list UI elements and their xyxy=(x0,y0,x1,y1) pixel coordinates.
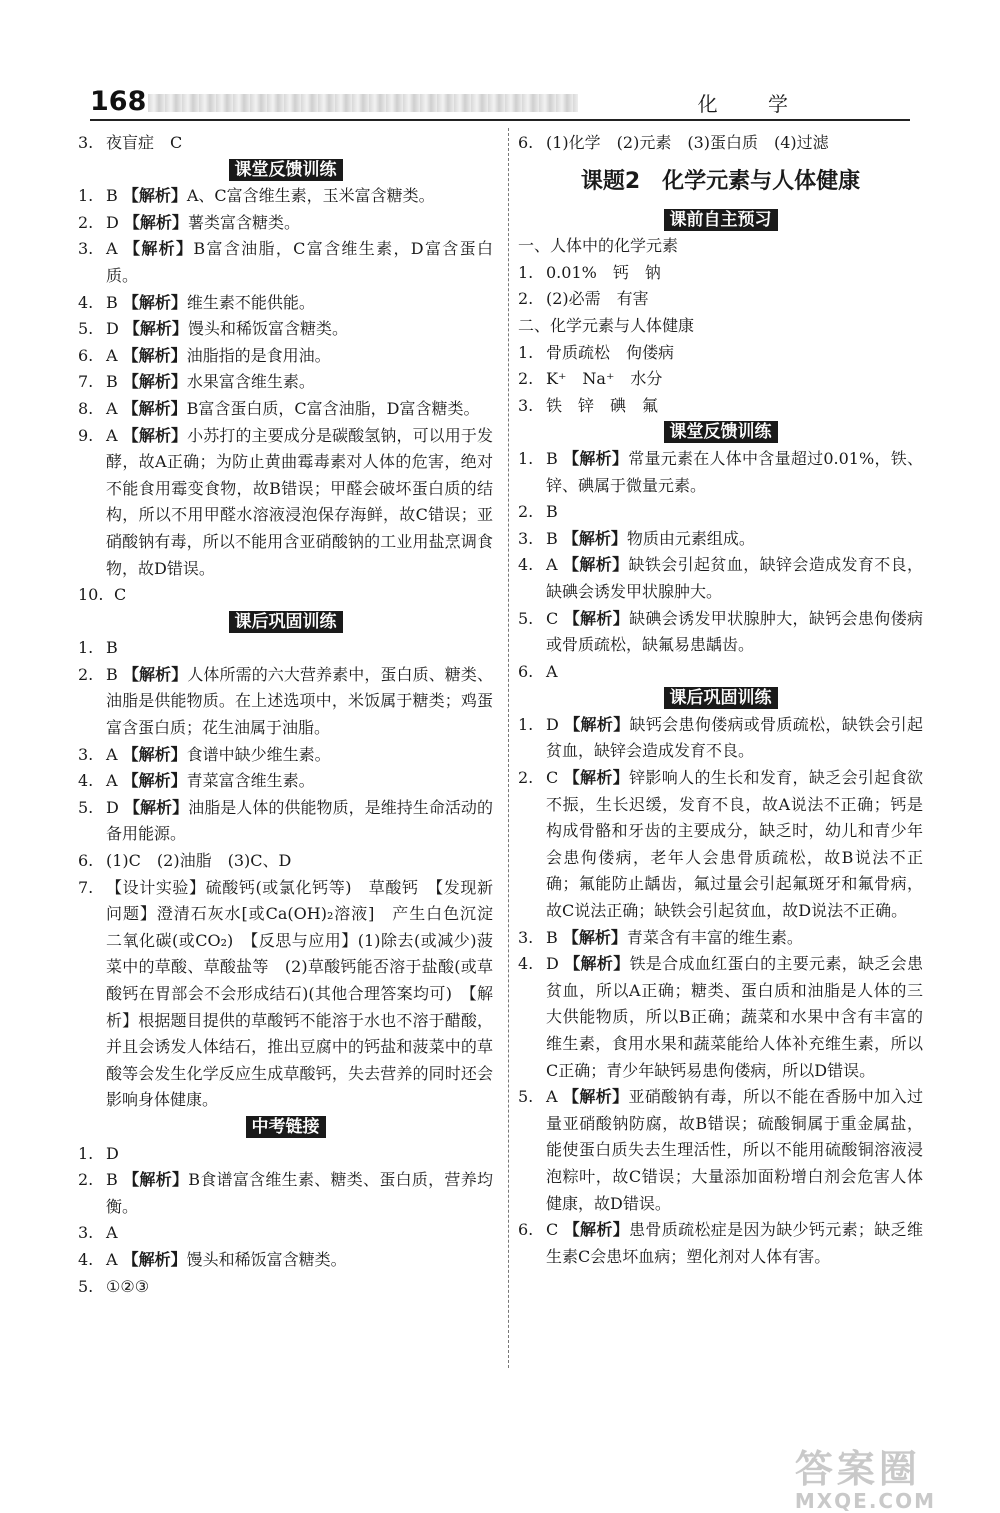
item-answer: A xyxy=(106,345,118,365)
answer-item xyxy=(518,925,923,952)
item-answer: B xyxy=(106,1170,118,1190)
item-text: 常量元素在人体中含量超过0.01%，铁、锌、碘属于微量元素。 xyxy=(546,448,923,495)
analysis-tag: 【解析】 xyxy=(563,555,629,575)
item-text: 铁是合成血红蛋白的主要元素，缺乏会患贫血，所以A正确；糖类、蛋白质和油脂是人体的三大供能物质，所以B正确；蔬菜和水果中含有丰富的维生素，食用水果和蔬菜能给人体补充维生素，所以C正确；青少年缺钙易患佝偻病，所以D错误。 xyxy=(546,954,923,1080)
item-text: B xyxy=(546,502,558,522)
answer-item xyxy=(78,396,493,423)
item-text: 馒头和稀饭富含糖类。 xyxy=(187,319,348,339)
answer-item xyxy=(518,393,923,420)
item-body xyxy=(546,499,923,526)
item-body xyxy=(546,340,923,367)
item-number: 3. xyxy=(78,133,94,152)
answer-item xyxy=(78,742,493,769)
item-answer: A xyxy=(106,239,118,259)
answer-item xyxy=(78,875,510,1114)
item-text: 铁 锌 碘 氟 xyxy=(546,395,659,415)
answer-item xyxy=(78,1167,493,1220)
item-text: (2)必需 有害 xyxy=(546,289,649,309)
item-text: A xyxy=(106,1223,118,1243)
item-number: 6. xyxy=(78,851,94,871)
item-body xyxy=(106,875,510,1114)
lesson-title: 课题2 化学元素与人体健康 xyxy=(580,168,861,194)
item-number: 4. xyxy=(78,1249,94,1269)
item-text: 锌影响人的生长和发育，缺乏会引起食欲不振，生长迟缓，发育不良，故A说法不正确；钙是构成骨骼和牙齿的主要成分，缺乏时，幼儿和青少年会患佝偻病，老年人会患骨质疏松，故B说法不正确；氟能防止龋齿，氟过量会引起氟斑牙和氟骨病，故C说法正确；缺铁会引起贫血，故D说法不正确。 xyxy=(546,768,923,921)
answer-item xyxy=(518,951,923,1084)
analysis-tag: 【解析】 xyxy=(122,744,187,764)
answer-item xyxy=(518,552,923,605)
item-body xyxy=(546,286,923,313)
analysis-tag: 【解析】 xyxy=(563,1087,629,1107)
right-column xyxy=(518,130,923,1270)
answer-item xyxy=(518,659,923,686)
item-body xyxy=(546,1084,923,1217)
analysis-tag: 【解析】 xyxy=(124,239,194,259)
item-number: 1. xyxy=(518,448,534,468)
item-body xyxy=(546,366,923,393)
item-body xyxy=(106,236,493,289)
page-header xyxy=(90,86,910,120)
item-number: 4. xyxy=(518,555,534,575)
item-text: 食谱中缺少维生素。 xyxy=(186,744,331,764)
answer-item xyxy=(518,712,923,765)
item-answer: B xyxy=(546,528,558,548)
item-number: 6. xyxy=(518,133,534,152)
item-text: (1)化学 (2)元素 (3)蛋白质 (4)过滤 xyxy=(546,133,829,152)
analysis-tag: 【解析】 xyxy=(564,714,630,734)
item-answer: B xyxy=(106,186,118,206)
item-number: 4. xyxy=(518,954,534,974)
item-number: 7. xyxy=(78,877,94,897)
item-body xyxy=(546,765,923,925)
item-number: 6. xyxy=(518,1220,534,1240)
item-number: 4. xyxy=(78,292,94,312)
item-text: 物质由元素组成。 xyxy=(626,528,755,548)
section-heading xyxy=(518,207,923,234)
item-body xyxy=(546,526,923,553)
item-text: 油脂是人体的供能物质，是维持生命活动的备用能源。 xyxy=(106,797,493,844)
item-answer: A xyxy=(106,1249,118,1269)
section-heading xyxy=(78,609,493,636)
item-text: B食谱富含维生素、糖类、蛋白质，营养均衡。 xyxy=(106,1170,493,1216)
analysis-tag: 【解析】 xyxy=(562,528,627,548)
item-number: 1. xyxy=(78,638,94,658)
item-body xyxy=(546,659,923,686)
item-text: 人体所需的六大营养素中，蛋白质、糖类、油脂是供能物质。在上述选项中，米饭属于糖类；鸡蛋富含蛋白质；花生油属于油脂。 xyxy=(106,664,493,738)
item-number: 3. xyxy=(518,528,534,548)
page-number: 168 xyxy=(90,86,147,117)
item-answer: B xyxy=(546,448,558,468)
section-heading-label: 课后巩固训练 xyxy=(229,611,343,633)
answer-item xyxy=(78,795,493,848)
header-decoration xyxy=(148,94,578,112)
item-answer: A xyxy=(106,744,118,764)
answer-item xyxy=(518,1084,923,1217)
item-body xyxy=(106,1141,493,1168)
section-heading-label: 课前自主预习 xyxy=(664,209,778,231)
left-column xyxy=(78,130,510,1300)
item-number: 2. xyxy=(78,212,94,232)
item-body xyxy=(106,795,493,848)
item-text: C xyxy=(114,585,127,605)
item-body xyxy=(546,260,923,287)
item-body xyxy=(546,606,923,659)
answer-item xyxy=(518,499,923,526)
item-body xyxy=(546,446,923,499)
item-text: D xyxy=(106,1143,119,1163)
answer-item xyxy=(78,635,493,662)
item-text: K⁺ Na⁺ 水分 xyxy=(546,369,663,389)
item-text: 薯类富含糖类。 xyxy=(187,212,300,232)
answer-item xyxy=(78,290,493,317)
item-text: (1)C (2)油脂 (3)C、D xyxy=(106,851,292,871)
section-heading xyxy=(78,1114,493,1141)
answer-item xyxy=(78,423,493,583)
item-number: 3. xyxy=(518,395,534,415)
answer-item xyxy=(78,1220,493,1247)
item-body xyxy=(546,552,923,605)
answer-item xyxy=(518,1217,923,1270)
analysis-tag: 【解析】 xyxy=(563,768,630,788)
item-text: 患骨质疏松症是因为缺少钙元素；缺乏维生素C会患坏血病；塑化剂对人体有害。 xyxy=(546,1220,923,1266)
section-heading xyxy=(78,157,493,184)
item-text: 夜盲症 C xyxy=(106,133,183,152)
item-body xyxy=(106,1247,493,1274)
answer-item xyxy=(78,848,493,875)
answer-item xyxy=(518,526,923,553)
item-answer: B xyxy=(546,927,558,947)
item-body xyxy=(546,1217,923,1270)
answer-item xyxy=(78,1141,493,1168)
analysis-tag: 【解析】 xyxy=(123,212,188,232)
item-number: 5. xyxy=(78,1276,94,1296)
analysis-tag: 【解析】 xyxy=(122,425,188,445)
item-number: 10. xyxy=(78,585,104,605)
item-text: 亚硝酸钠有毒，所以不能在香肠中加入过量亚硝酸钠防腐，故B错误；硫酸铜属于重金属盐，能使蛋白质失去生理活性，所以不能用硫酸铜溶液浸泡粽叶，故C错误；大量添加面粉增白剂会危害人体健康，故D错误。 xyxy=(546,1087,923,1213)
item-answer: A xyxy=(106,398,118,418)
item-answer: B xyxy=(106,372,118,392)
item-body xyxy=(106,316,493,343)
analysis-tag: 【解析】 xyxy=(563,608,630,628)
item-number: 8. xyxy=(78,398,94,418)
answer-item xyxy=(518,765,923,925)
analysis-tag: 【解析】 xyxy=(562,927,627,947)
section-heading-label: 课堂反馈训练 xyxy=(229,159,343,181)
item-text: B富含蛋白质，C富含油脂，D富含糖类。 xyxy=(186,398,480,418)
item-text: 小苏打的主要成分是碳酸氢钠，可以用于发酵，故A正确；为防止黄曲霉毒素对人体的危害，绝对不能食用霉变食物，故B错误；甲醛会破坏蛋白质的结构，所以不用甲醛水溶液浸泡保存海鲜，故C错误；亚硝酸钠有毒，所以不能用含亚硝酸钠的工业用盐烹调食物，故D错误。 xyxy=(106,425,493,578)
header-rule xyxy=(90,119,910,121)
item-body xyxy=(106,130,493,157)
analysis-tag: 【解析】 xyxy=(563,448,629,468)
answer-item xyxy=(518,340,923,367)
item-text: 缺钙会患佝偻病或骨质疏松，缺铁会引起贫血，缺锌会造成发育不良。 xyxy=(546,714,923,761)
item-text: 油脂指的是食用油。 xyxy=(186,345,331,365)
item-text: 缺铁会引起贫血，缺锌会造成发育不良，缺碘会诱发甲状腺肿大。 xyxy=(546,555,923,601)
analysis-tag: 【解析】 xyxy=(122,372,187,392)
section-subtitle: 二、化学元素与人体健康 xyxy=(518,315,695,335)
item-answer: D xyxy=(106,797,119,817)
item-number: 1. xyxy=(78,1143,94,1163)
item-text: 水果富含维生素。 xyxy=(186,372,315,392)
item-answer: C xyxy=(546,1220,559,1240)
answer-item xyxy=(78,130,493,157)
section-heading-label: 课堂反馈训练 xyxy=(664,421,778,443)
item-number: 5. xyxy=(78,319,94,339)
item-text: 0.01% 钙 钠 xyxy=(546,262,661,282)
item-body xyxy=(546,393,923,420)
item-text: 【设计实验】硫酸钙(或氯化钙等) 草酸钙 【发现新问题】澄清石灰水[或Ca(OH)₂溶液] 产生白色沉淀 二氧化碳(或CO₂) 【反思与应用】(1)除去(或减少)菠菜中的草酸、草酸盐等 (2)草酸钙能否溶于盐酸(或草酸钙在胃部会不会形成结石)(其他合理答案均可) 【解析】根据题目提供的草酸钙不能溶于水也不溶于醋酸，并且会诱发人体结石，推出豆腐中的钙盐和菠菜中的草酸等会发生化学反应生成草酸钙，失去营养的同时还会影响身体健康。 xyxy=(106,877,510,1110)
item-number: 2. xyxy=(518,289,534,309)
item-number: 6. xyxy=(78,345,94,365)
analysis-tag: 【解析】 xyxy=(122,664,188,684)
item-body xyxy=(106,343,493,370)
item-number: 3. xyxy=(78,744,94,764)
answer-item xyxy=(78,236,493,289)
answer-item xyxy=(78,1274,493,1301)
analysis-tag: 【解析】 xyxy=(123,319,188,339)
analysis-tag: 【解析】 xyxy=(123,1170,189,1190)
item-answer: D xyxy=(546,954,559,974)
item-text: 缺碘会诱发甲状腺肿大，缺钙会患佝偻病或骨质疏松，缺氟易患龋齿。 xyxy=(546,608,923,655)
item-body xyxy=(106,183,493,210)
analysis-tag: 【解析】 xyxy=(122,1249,187,1269)
item-text: A xyxy=(546,661,558,681)
item-number: 2. xyxy=(78,1170,94,1190)
analysis-tag: 【解析】 xyxy=(122,398,187,418)
answer-item xyxy=(78,768,493,795)
section-subtitle: 一、人体中的化学元素 xyxy=(518,236,679,256)
item-number: 9. xyxy=(78,425,94,445)
item-number: 4. xyxy=(78,771,94,791)
item-body xyxy=(546,130,923,157)
item-answer: C xyxy=(546,608,559,628)
answer-item xyxy=(78,183,493,210)
item-number: 1. xyxy=(518,342,534,362)
item-body xyxy=(114,582,493,609)
analysis-tag: 【解析】 xyxy=(564,954,630,974)
item-body xyxy=(546,925,923,952)
item-number: 3. xyxy=(78,239,94,259)
item-number: 1. xyxy=(518,262,534,282)
answer-item xyxy=(78,582,493,609)
item-answer: B xyxy=(106,664,118,684)
item-body xyxy=(106,290,493,317)
item-number: 1. xyxy=(78,186,94,206)
item-body xyxy=(106,1167,493,1220)
analysis-tag: 【解析】 xyxy=(122,771,187,791)
item-body xyxy=(106,369,493,396)
subject-title: 化 学 xyxy=(697,92,810,116)
item-answer: A xyxy=(106,771,118,791)
item-number: 5. xyxy=(518,608,534,628)
item-text: 青菜含有丰富的维生素。 xyxy=(626,927,803,947)
item-number: 6. xyxy=(518,661,534,681)
item-body xyxy=(106,742,493,769)
item-text: 青菜富含维生素。 xyxy=(186,771,315,791)
answer-item xyxy=(518,260,923,287)
item-body xyxy=(546,712,923,765)
answer-item xyxy=(78,1247,493,1274)
item-number: 3. xyxy=(518,927,534,947)
item-text: B xyxy=(106,638,118,658)
watermark-url: MXQE.COM xyxy=(794,1489,936,1513)
answer-item xyxy=(78,662,493,742)
item-number: 1. xyxy=(518,714,534,734)
analysis-tag: 【解析】 xyxy=(122,345,187,365)
item-text: A、C富含维生素，玉米富含糖类。 xyxy=(186,186,435,206)
analysis-tag: 【解析】 xyxy=(122,186,187,206)
item-number: 2. xyxy=(78,664,94,684)
item-answer: D xyxy=(546,714,559,734)
answer-item xyxy=(518,366,923,393)
item-body xyxy=(106,396,493,423)
answer-item xyxy=(518,606,923,659)
item-text: ①②③ xyxy=(106,1276,150,1296)
item-number: 2. xyxy=(518,768,534,788)
item-text: 馒头和稀饭富含糖类。 xyxy=(186,1249,347,1269)
item-answer: A xyxy=(106,425,118,445)
item-text: 骨质疏松 佝偻病 xyxy=(546,342,675,362)
answer-item xyxy=(518,130,923,157)
item-answer: B xyxy=(106,292,118,312)
section-heading-label: 中考链接 xyxy=(246,1116,326,1138)
item-number: 2. xyxy=(518,369,534,389)
item-body xyxy=(106,210,493,237)
watermark-logo-text: 答案圈 xyxy=(794,1447,921,1491)
item-answer: A xyxy=(546,555,558,575)
answer-item xyxy=(78,316,493,343)
item-body xyxy=(106,848,493,875)
answer-item xyxy=(78,210,493,237)
item-answer: D xyxy=(106,212,119,232)
item-text: B富含油脂，C富含维生素，D富含蛋白质。 xyxy=(106,239,493,285)
item-number: 3. xyxy=(78,1223,94,1243)
analysis-tag: 【解析】 xyxy=(122,292,187,312)
item-body xyxy=(106,662,493,742)
answer-item xyxy=(518,286,923,313)
item-number: 7. xyxy=(78,372,94,392)
item-text: 维生素不能供能。 xyxy=(186,292,315,312)
item-body xyxy=(106,635,493,662)
watermark xyxy=(795,1438,936,1513)
analysis-tag: 【解析】 xyxy=(123,797,189,817)
section-heading-label: 课后巩固训练 xyxy=(664,687,778,709)
answer-item xyxy=(78,369,493,396)
answer-item xyxy=(518,446,923,499)
item-body xyxy=(106,423,493,583)
item-body xyxy=(106,1220,493,1247)
item-number: 2. xyxy=(518,502,534,522)
item-body xyxy=(546,951,923,1084)
item-number: 5. xyxy=(518,1087,534,1107)
answer-item xyxy=(78,343,493,370)
item-answer: D xyxy=(106,319,119,339)
analysis-tag: 【解析】 xyxy=(563,1220,630,1240)
item-answer: C xyxy=(546,768,559,788)
section-heading xyxy=(518,685,923,712)
item-answer: A xyxy=(546,1087,558,1107)
item-number: 5. xyxy=(78,797,94,817)
column-divider xyxy=(508,128,509,1368)
item-body xyxy=(106,768,493,795)
section-heading xyxy=(518,419,923,446)
item-body xyxy=(106,1274,493,1301)
